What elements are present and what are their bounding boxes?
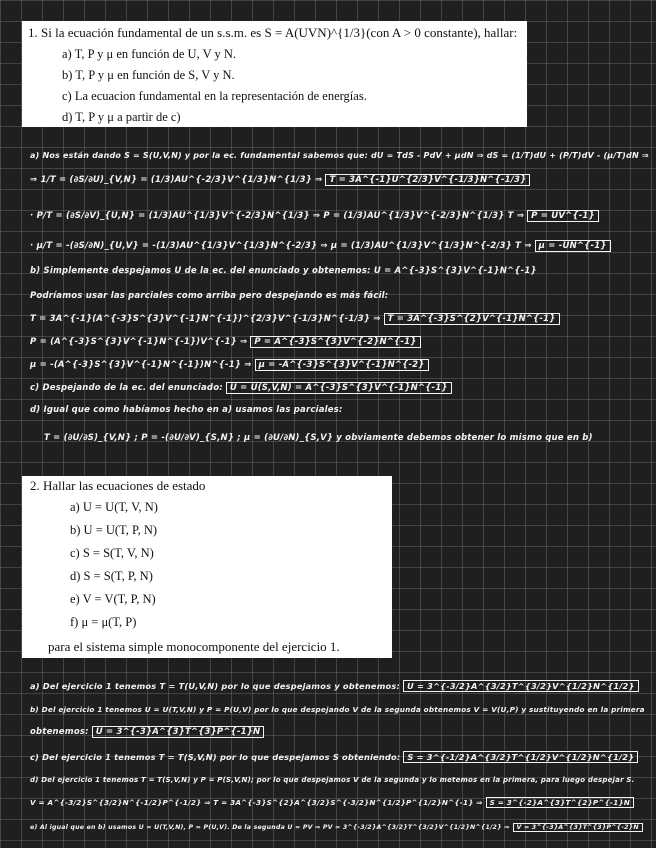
problem-2-box — [22, 476, 392, 658]
solution-1-line: c) Despejando de la ec. del enunciado: U = U(S,V,N) = A^{-3}S^{3}V^{-1}N^{-1} — [30, 382, 452, 394]
problem-1-item: c) La ecuacion fundamental en la representación de energías. — [62, 89, 367, 103]
result-box: P = UV^{-1} — [527, 210, 599, 222]
solution-2-line: obtenemos: U = 3^{-3}A^{3}T^{3}P^{-1}N — [30, 726, 264, 738]
result-box: U = 3^{-3}A^{3}T^{3}P^{-1}N — [92, 726, 265, 738]
result-box: S = 3^{-1/2}A^{3/2}T^{1/2}V^{1/2}N^{1/2} — [403, 751, 638, 763]
problem-2-footer: para el sistema simple monocomponente del ejercicio 1. — [48, 639, 340, 654]
result-box: T = 3A^{-3}S^{2}V^{-1}N^{-1} — [384, 313, 560, 325]
problem-1-box — [22, 21, 527, 127]
solution-2-line: d) Del ejercicio 1 tenemos T = T(S,V,N) y P = P(S,V,N); por lo que despejamos V de la segunda y lo metemos en la primera, para luego despejar S. — [30, 776, 635, 784]
problem-1-statement: 1. Si la ecuación fundamental de un s.s.m. es S = A(UVN)^{1/3}(con A > 0 constante), hallar: — [28, 25, 518, 40]
solution-2-line: V = A^{-3/2}S^{3/2}N^{-1/2}P^{-1/2} ⇒ T = 3A^{-3}S^{2}A^{3/2}S^{-3/2}N^{1/2}P^{1/2}N^{-1} ⇒ S = 3^{-2}A^{3}T^{2}P^{-1}N — [30, 797, 634, 809]
solution-2-line: c) Del ejercicio 1 tenemos T = T(S,V,N) por lo que despejamos S obteniendo: S = 3^{-1/2}A^{3/2}T^{1/2}V^{1/2}N^{1/2} — [30, 751, 638, 763]
problem-2-item: d) S = S(T, P, N) — [70, 569, 153, 583]
solution-1-line: d) Igual que como habíamos hecho en a) usamos las parciales: — [30, 405, 343, 415]
solution-1-line: Podríamos usar las parciales como arriba pero despejando es más fácil: — [30, 291, 389, 301]
solution-1-line: P = (A^{-3}S^{3}V^{-1}N^{-1})V^{-1} ⇒ P = A^{-3}S^{3}V^{-2}N^{-1} — [30, 336, 421, 348]
result-box: U = U(S,V,N) = A^{-3}S^{3}V^{-1}N^{-1} — [226, 382, 452, 394]
result-box: S = 3^{-2}A^{3}T^{2}P^{-1}N — [486, 797, 635, 808]
solution-1-line: a) Nos están dando S = S(U,V,N) y por la ec. fundamental sabemos que: dU = TdS - PdV + μdN ⇒ dS = (1/T)dU + (P/T)dV - (μ/T)dN ⇒ — [30, 151, 649, 160]
solution-1-line: · P/T = (∂S/∂V)_{U,N} = (1/3)AU^{1/3}V^{-2/3}N^{1/3} ⇒ P = (1/3)AU^{1/3}V^{-2/3}N^{1/3} T ⇒ P = UV^{-1} — [30, 210, 599, 222]
solution-2-line: b) Del ejercicio 1 tenemos U = U(T,V,N) y P = P(U,V) por lo que despejando V de la segunda obtenemos V = V(U,P) y sustituyendo en la primera — [30, 705, 645, 714]
problem-2-item: b) U = U(T, P, N) — [70, 523, 158, 537]
problem-2-item: e) V = V(T, P, N) — [70, 592, 156, 606]
result-box: V = 3^{-3}A^{3}T^{3}P^{-2}N — [513, 823, 643, 832]
result-box: μ = -UN^{-1} — [535, 240, 611, 252]
problem-1-item: a) T, P y μ en función de U, V y N. — [62, 47, 237, 61]
solution-2-line: a) Del ejercicio 1 tenemos T = T(U,V,N) por lo que despejamos y obtenemos: U = 3^{-3/2}A^{3/2}T^{3/2}V^{1/2}N^{1/2} — [30, 680, 639, 692]
result-box: μ = -A^{-3}S^{3}V^{-1}N^{-2} — [255, 359, 429, 371]
result-box: P = A^{-3}S^{3}V^{-2}N^{-1} — [250, 336, 420, 348]
solution-1-line: μ = -(A^{-3}S^{3}V^{-1}N^{-1})N^{-1} ⇒ μ = -A^{-3}S^{3}V^{-1}N^{-2} — [30, 359, 429, 371]
solution-1-line: T = 3A^{-1}(A^{-3}S^{3}V^{-1}N^{-1})^{2/3}V^{-1/3}N^{-1/3} ⇒ T = 3A^{-3}S^{2}V^{-1}N^{-1} — [30, 313, 560, 325]
problem-2-item: a) U = U(T, V, N) — [70, 500, 158, 514]
solution-1-line: ⇒ 1/T = (∂S/∂U)_{V,N} = (1/3)AU^{-2/3}V^{1/3}N^{1/3} ⇒ T = 3A^{-1}U^{2/3}V^{-1/3}N^{-1/3} — [30, 174, 530, 186]
solution-1-line: b) Simplemente despejamos U de la ec. del enunciado y obtenemos: U = A^{-3}S^{3}V^{-1}N^{-1} — [30, 266, 537, 276]
problem-1-item: d) T, P y μ a partir de c) — [62, 110, 181, 124]
solution-1-line: · μ/T = -(∂S/∂N)_{U,V} = -(1/3)AU^{1/3}V^{1/3}N^{-2/3} ⇒ μ = (1/3)AU^{1/3}V^{1/3}N^{-2/3} T ⇒ μ = -UN^{-1} — [30, 240, 611, 252]
problem-2-item: c) S = S(T, V, N) — [70, 546, 154, 560]
problem-2-statement: 2. Hallar las ecuaciones de estado — [30, 478, 206, 493]
solution-1-line: T = (∂U/∂S)_{V,N} ; P = -(∂U/∂V)_{S,N} ; μ = (∂U/∂N)_{S,V} y obviamente debemos obtener lo mismo que en b) — [44, 433, 593, 443]
problem-1-item: b) T, P y μ en función de S, V y N. — [62, 68, 235, 82]
result-box: T = 3A^{-1}U^{2/3}V^{-1/3}N^{-1/3} — [325, 174, 530, 186]
result-box: U = 3^{-3/2}A^{3/2}T^{3/2}V^{1/2}N^{1/2} — [403, 680, 639, 692]
problem-2-item: f) μ = μ(T, P) — [70, 615, 137, 629]
solution-2-line: e) Al igual que en b) usamos U = U(T,V,N), P = P(U,V). De la segunda U = PV ⇒ PV = 3^{-3/2}A^{3/2}T^{3/2}V^{1/2}N^{1/2} ⇒ V = 3^{-3}A^{3}T^{3}P^{-2}N — [30, 822, 643, 834]
